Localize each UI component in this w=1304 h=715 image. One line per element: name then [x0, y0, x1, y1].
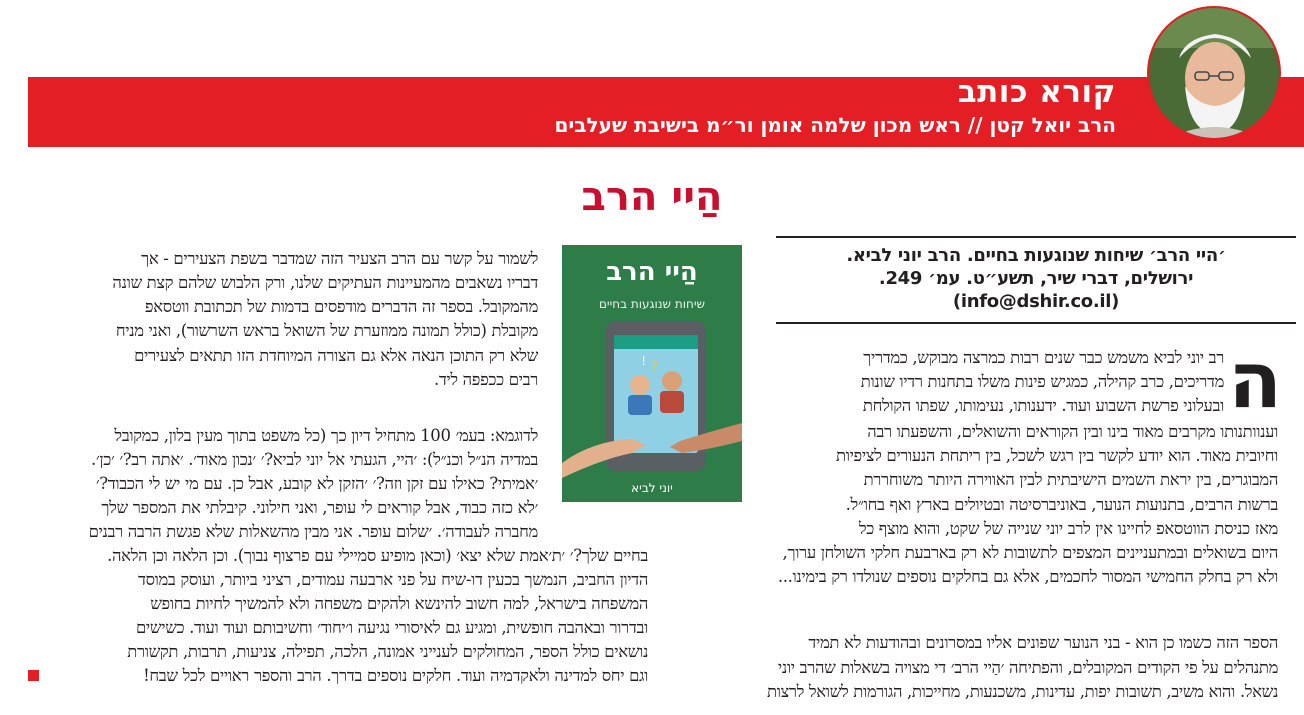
- body-text-line: ׳לא כזה כבוד, אבל קוראים לי עופר, ואני חילוני. קיבלתי את המספר שלך: [101, 498, 538, 517]
- body-text-line: שלא רק התוכן הנאה אלא גם הצורה המיוחדת הזו תתאים לצעירים: [134, 346, 538, 365]
- body-text-line: רבים ככפפה ליד.: [433, 370, 538, 389]
- body-text-line: רב יוני לביא משמש כבר שנים רבות כמרצה מבוקש, כמדריך: [863, 348, 1224, 367]
- body-text-line: היום בשואלים ובמתעניינים המצפים לתשובות לא רק בארבעת חלקי השולחן ערוך,: [782, 543, 1278, 562]
- body-text-line: ולא רק בחלק החמישי המסור לחכמים, אלא גם בחלקים נוספים שנולדו רק בימינו...: [777, 567, 1278, 586]
- body-text-line: נושאים כולל הספר, המחולקים לענייני אמונה, הלכה, תפילה, צניעות, תרבות, תקשורת: [127, 642, 648, 661]
- svg-text:!: !: [641, 354, 646, 368]
- phone-illustration: [562, 313, 742, 478]
- body-text-line: וענוותנותו מקרבים מאוד בינו ובין הקוראים והשואלים, והשפעתו רבה: [867, 422, 1278, 441]
- book-citation: [776, 236, 1296, 324]
- book-cover-title: הַיי הרב: [606, 257, 698, 287]
- body-text-line: מהמקובל. בספר זה הדברים מודפסים בדמות של תכתובת ווטסאפ: [144, 297, 538, 316]
- body-text-line: בחיים שלך?׳ ׳ת׳אמת שלא יצא׳ (וכאן מופיע סמיילי עם פרצוף נבוך). וכן הלאה וכן הלאה.: [107, 546, 648, 565]
- body-text-line: נשאל. והוא משיב, תשובות יפות, עדינות, משכנעות, מחייכות, הגורמות לשואל לרצות: [766, 682, 1278, 701]
- body-text-line: מחברה לעבודה׳. ׳שלום עופר. אני מבין מהשאלות שלא פגשת הרבה רבנים: [88, 522, 538, 541]
- article-title: הַיי הרב: [581, 174, 723, 220]
- body-text-line: ׳אמיתי? כאילו עם זקן וזה?׳ ׳הזקן לא קובע, אבל כן. עם מי יש לי הכבוד?׳: [95, 474, 538, 493]
- svg-text:?: ?: [650, 359, 658, 375]
- body-text-line: הספר הזה כשמו כן הוא - בני הנוער שפונים אליו במסרונים ובהודעות לא תמיד: [808, 633, 1278, 652]
- book-cover-subtitle: שיחות שנוגעות בחיים: [598, 297, 706, 311]
- body-text-line: וגם יחס למדינה ולאקדמיה ועוד. חלקים נוספים בדרך. הרב והספר ראויים לכל שבח!: [143, 666, 648, 685]
- body-text-line: מתנהלים על פי הקודים המקובלים, והפתיחה ׳הַיי הרב׳ די מצויה בשאלות שהרב יוני: [777, 658, 1278, 677]
- citation-line: ירושלים, דברי שיר, תשע״ט. עמ׳ 249.: [878, 268, 1194, 289]
- body-text-line: מאז כניסת הווטסאפ לחיינו אין לרב יוני שנייה של שקט, והוא מוצף כל: [858, 519, 1278, 538]
- body-text-line: במדיה הנ״ל וכנ״ל): ׳היי, הגעתי אל יוני לביא?׳ ׳נכון מאוד׳. ׳אתה רב?׳ ׳כן׳.: [91, 450, 538, 469]
- body-text-line: לשמור על קשר עם הרב הצעיר הזה שמדבר בשפת הצעירים - אך: [141, 249, 538, 268]
- body-text-line: הדיון החביב, הנמשך בכעין דו-שיח על פני ארבעה עמודים, רציני ביותר, ועוסק במוסד: [138, 570, 648, 589]
- body-text-line: מקובלת (כולל תמונה ממוזערת של השואל בראש השרשור), ואני מניח: [115, 321, 538, 340]
- drop-cap: ה: [1228, 336, 1282, 426]
- body-text-line: מדריכים, כרב קהילה, כמגיש פינות משלו בתחנות רדיו שונות: [860, 372, 1224, 391]
- book-cover-author: יוני לביא: [631, 481, 673, 495]
- body-text-line: ובדרור ובאהבה חופשית, ומגיע גם לאיסורי נגיעה ו׳יחוד׳ וחשיבותם ועוד ועוד. כשישים: [135, 618, 648, 637]
- body-text-line: המבוגרים, בין יראת השמים הישיבתית לבין האווירה היותר משוחררת: [863, 470, 1278, 489]
- section-title: קורא כותב: [957, 74, 1116, 110]
- body-text-line: ברשות הרבים, בתנועות הנוער, באוניברסיטה ובטיולים בארץ ואף בחו״ל.: [845, 495, 1278, 514]
- section-subtitle: הרב יואל קטן // ראש מכון שלמה אומן ור״מ בישיבת שעלבים: [554, 113, 1116, 137]
- citation-line: (info@dshir.co.il): [952, 291, 1120, 312]
- author-photo: [1147, 6, 1281, 140]
- citation-line: ׳היי הרב׳ שיחות שנוגעות בחיים. הרב יוני לביא.: [846, 245, 1226, 266]
- book-cover-image: [562, 245, 742, 502]
- body-text-line: דבריו נשאבים מהמעיינות העתיקים שלנו, ורק הלבוש שלהם קצת שונה: [112, 273, 538, 292]
- body-text-line: ובעלוני פרשת השבוע ועוד. ידענותו, נעימותו, שפתו הקולחת: [862, 396, 1224, 415]
- body-text-line: לדוגמא: בעמ׳ 100 מתחיל דיון כך (כל משפט בתוך מעין בלון, כמקובל: [114, 426, 538, 445]
- body-text-line: המשפחה בישראל, למה חשוב להינשא ולהקים משפחה ולא להמשיך לחיות בחופש: [150, 594, 648, 613]
- end-of-article-mark: [28, 670, 39, 681]
- body-text-line: וחיובית מאוד. הוא יודע לקשר בין רגש לשכל, בין ריתחת הנעורים לציפיות: [835, 446, 1278, 465]
